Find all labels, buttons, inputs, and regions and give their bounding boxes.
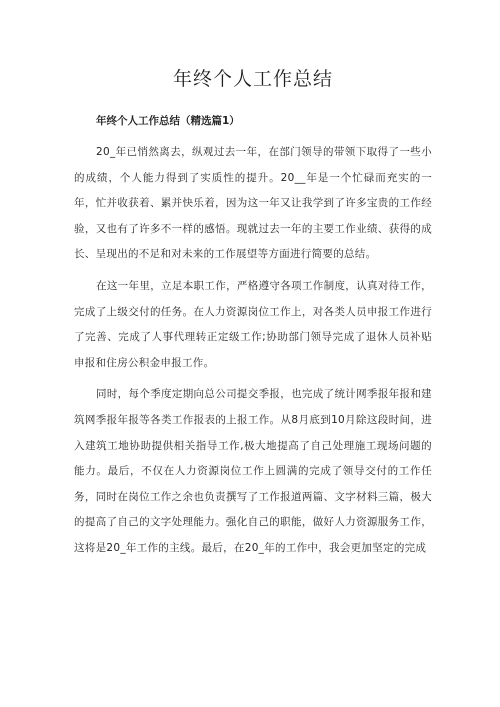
document-title: 年终个人工作总结 bbox=[172, 68, 333, 90]
body-paragraph-1: 20_年已悄然离去，纵观过去一年，在部门领导的带领下取得了一些小的成绩，个人能力得到了实质性的提升。20__年是一个忙碌而充实的一年，忙并收获着、累并快乐着，因为这一年又让我学到了许多宝贵的工作经验，又也有了许多不一样的感悟。现就过去一年的主要工作业绩、获得的成长、呈现出的不足和对未来的工作展望等方面进行简要的总结。 bbox=[74, 146, 432, 261]
body-paragraph-2: 在这一年里，立足本职工作，严格遵守各项工作制度，认真对待工作，完成了上级交付的任务。在人力资源岗位工作上，对各类人员申报工作进行了完善、完成了人事代理转正定级工作;协助部门领导完成了退休人员补贴申报和住房公积金申报工作。 bbox=[74, 279, 432, 369]
section-heading: 年终个人工作总结（精选篇1） bbox=[96, 115, 240, 127]
body-paragraph-3: 同时，每个季度定期向总公司提交季报，也完成了统计网季报年报和建筑网季报年报等各类工作报表的上报工作。从8月底到10月除这段时间，进入建筑工地协助提供相关指导工作,极大地提高了自己处理施工现场问题的能力。最后，不仅在人力资源岗位工作上圆满的完成了领导交付的工作任务，同时在岗位工作之余也负责撰写了工作报道两篇、文字材料三篇，极大的提高了自己的文字处理能力。强化自己的职能，做好人力资源服务工作，这将是20_年工作的主线。最后，在20_年的工作中，我会更加坚定的完成 bbox=[74, 388, 432, 554]
